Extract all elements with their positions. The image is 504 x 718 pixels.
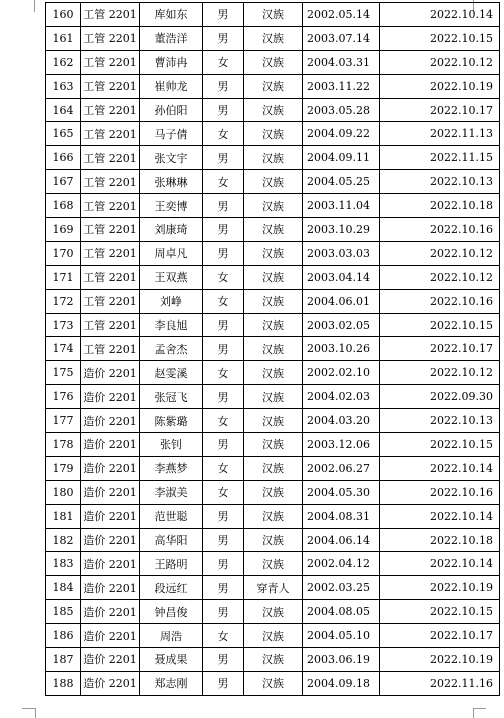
ethnicity-cell: 汉族 xyxy=(244,361,303,385)
ethnicity-cell: 汉族 xyxy=(244,648,303,672)
name-cell: 王双燕 xyxy=(140,265,203,289)
join-date-cell: 2022.09.30 xyxy=(380,385,500,409)
ethnicity-cell: 穿青人 xyxy=(244,576,303,600)
join-date-cell: 2022.10.18 xyxy=(380,194,500,218)
name-cell: 王路明 xyxy=(140,552,203,576)
ethnicity-cell: 汉族 xyxy=(244,671,303,695)
row-number-cell: 170 xyxy=(46,241,81,265)
ethnicity-cell: 汉族 xyxy=(244,385,303,409)
join-date-cell: 2022.10.14 xyxy=(380,552,500,576)
row-number-cell: 165 xyxy=(46,122,81,146)
row-number-cell: 174 xyxy=(46,337,81,361)
join-date-cell: 2022.10.16 xyxy=(380,480,500,504)
join-date-cell: 2022.10.12 xyxy=(380,241,500,265)
class-cell: 工管 2201 xyxy=(81,50,140,74)
table-row xyxy=(46,50,500,74)
class-cell: 造价 2201 xyxy=(81,576,140,600)
name-cell: 段远红 xyxy=(140,576,203,600)
gender-cell: 女 xyxy=(203,289,244,313)
ethnicity-cell: 汉族 xyxy=(244,456,303,480)
join-date-cell: 2022.10.19 xyxy=(380,576,500,600)
gender-cell: 女 xyxy=(203,456,244,480)
class-cell: 造价 2201 xyxy=(81,624,140,648)
join-date-cell: 2022.10.17 xyxy=(380,98,500,122)
ethnicity-cell: 汉族 xyxy=(244,26,303,50)
row-number-cell: 185 xyxy=(46,600,81,624)
birth-date-cell: 2004.09.18 xyxy=(303,671,380,695)
ethnicity-cell: 汉族 xyxy=(244,480,303,504)
class-cell: 工管 2201 xyxy=(81,74,140,98)
gender-cell: 男 xyxy=(203,385,244,409)
table-row xyxy=(46,313,500,337)
name-cell: 王奕博 xyxy=(140,194,203,218)
gender-cell: 女 xyxy=(203,170,244,194)
table-row xyxy=(46,552,500,576)
birth-date-cell: 2004.03.20 xyxy=(303,409,380,433)
gender-cell: 女 xyxy=(203,361,244,385)
join-date-cell: 2022.10.14 xyxy=(380,504,500,528)
class-cell: 工管 2201 xyxy=(81,26,140,50)
name-cell: 张钊 xyxy=(140,433,203,457)
gender-cell: 男 xyxy=(203,146,244,170)
row-number-cell: 173 xyxy=(46,313,81,337)
name-cell: 刘康琦 xyxy=(140,218,203,242)
row-number-cell: 175 xyxy=(46,361,81,385)
name-cell: 周卓凡 xyxy=(140,241,203,265)
birth-date-cell: 2002.02.10 xyxy=(303,361,380,385)
gender-cell: 男 xyxy=(203,600,244,624)
ethnicity-cell: 汉族 xyxy=(244,624,303,648)
table-row xyxy=(46,218,500,242)
student-roster-table xyxy=(45,2,500,696)
birth-date-cell: 2002.04.12 xyxy=(303,552,380,576)
join-date-cell: 2022.11.13 xyxy=(380,122,500,146)
row-number-cell: 179 xyxy=(46,456,81,480)
name-cell: 孙伯阳 xyxy=(140,98,203,122)
class-cell: 工管 2201 xyxy=(81,194,140,218)
gender-cell: 男 xyxy=(203,98,244,122)
gender-cell: 男 xyxy=(203,576,244,600)
gender-cell: 男 xyxy=(203,552,244,576)
gender-cell: 男 xyxy=(203,26,244,50)
join-date-cell: 2022.10.15 xyxy=(380,313,500,337)
birth-date-cell: 2004.03.31 xyxy=(303,50,380,74)
gender-cell: 男 xyxy=(203,648,244,672)
gender-cell: 男 xyxy=(203,241,244,265)
name-cell: 范世聪 xyxy=(140,504,203,528)
join-date-cell: 2022.10.16 xyxy=(380,218,500,242)
name-cell: 张琳琳 xyxy=(140,170,203,194)
birth-date-cell: 2003.04.14 xyxy=(303,265,380,289)
birth-date-cell: 2004.06.01 xyxy=(303,289,380,313)
gender-cell: 男 xyxy=(203,528,244,552)
join-date-cell: 2022.10.12 xyxy=(380,265,500,289)
table-row xyxy=(46,74,500,98)
birth-date-cell: 2003.05.28 xyxy=(303,98,380,122)
ethnicity-cell: 汉族 xyxy=(244,337,303,361)
class-cell: 工管 2201 xyxy=(81,122,140,146)
table-row xyxy=(46,337,500,361)
class-cell: 工管 2201 xyxy=(81,289,140,313)
ethnicity-cell: 汉族 xyxy=(244,313,303,337)
join-date-cell: 2022.10.12 xyxy=(380,50,500,74)
gender-cell: 男 xyxy=(203,218,244,242)
row-number-cell: 184 xyxy=(46,576,81,600)
join-date-cell: 2022.10.18 xyxy=(380,528,500,552)
row-number-cell: 188 xyxy=(46,671,81,695)
class-cell: 造价 2201 xyxy=(81,385,140,409)
class-cell: 工管 2201 xyxy=(81,170,140,194)
birth-date-cell: 2004.02.03 xyxy=(303,385,380,409)
join-date-cell: 2022.10.14 xyxy=(380,456,500,480)
ethnicity-cell: 汉族 xyxy=(244,170,303,194)
class-cell: 造价 2201 xyxy=(81,409,140,433)
class-cell: 造价 2201 xyxy=(81,504,140,528)
student-roster-body xyxy=(46,3,500,696)
class-cell: 工管 2201 xyxy=(81,146,140,170)
ethnicity-cell: 汉族 xyxy=(244,146,303,170)
join-date-cell: 2022.10.17 xyxy=(380,337,500,361)
row-number-cell: 163 xyxy=(46,74,81,98)
table-row xyxy=(46,194,500,218)
birth-date-cell: 2003.10.26 xyxy=(303,337,380,361)
class-cell: 工管 2201 xyxy=(81,241,140,265)
name-cell: 聂成果 xyxy=(140,648,203,672)
table-row xyxy=(46,504,500,528)
birth-date-cell: 2003.06.19 xyxy=(303,648,380,672)
ethnicity-cell: 汉族 xyxy=(244,433,303,457)
name-cell: 李燕梦 xyxy=(140,456,203,480)
birth-date-cell: 2004.09.22 xyxy=(303,122,380,146)
gender-cell: 男 xyxy=(203,504,244,528)
gender-cell: 男 xyxy=(203,3,244,27)
class-cell: 造价 2201 xyxy=(81,648,140,672)
gender-cell: 男 xyxy=(203,337,244,361)
join-date-cell: 2022.10.19 xyxy=(380,74,500,98)
join-date-cell: 2022.10.17 xyxy=(380,624,500,648)
ethnicity-cell: 汉族 xyxy=(244,218,303,242)
class-cell: 造价 2201 xyxy=(81,433,140,457)
name-cell: 张冠飞 xyxy=(140,385,203,409)
row-number-cell: 161 xyxy=(46,26,81,50)
join-date-cell: 2022.11.16 xyxy=(380,671,500,695)
name-cell: 马子倩 xyxy=(140,122,203,146)
birth-date-cell: 2004.05.25 xyxy=(303,170,380,194)
class-cell: 造价 2201 xyxy=(81,361,140,385)
ethnicity-cell: 汉族 xyxy=(244,528,303,552)
gender-cell: 男 xyxy=(203,313,244,337)
birth-date-cell: 2003.03.03 xyxy=(303,241,380,265)
table-row xyxy=(46,98,500,122)
class-cell: 工管 2201 xyxy=(81,98,140,122)
birth-date-cell: 2004.08.31 xyxy=(303,504,380,528)
ethnicity-cell: 汉族 xyxy=(244,409,303,433)
name-cell: 孟舍杰 xyxy=(140,337,203,361)
class-cell: 工管 2201 xyxy=(81,218,140,242)
name-cell: 李良旭 xyxy=(140,313,203,337)
birth-date-cell: 2004.05.10 xyxy=(303,624,380,648)
table-row xyxy=(46,361,500,385)
row-number-cell: 160 xyxy=(46,3,81,27)
row-number-cell: 181 xyxy=(46,504,81,528)
table-row xyxy=(46,456,500,480)
gender-cell: 男 xyxy=(203,433,244,457)
name-cell: 陈紫璐 xyxy=(140,409,203,433)
name-cell: 刘峥 xyxy=(140,289,203,313)
name-cell: 张文宇 xyxy=(140,146,203,170)
table-row xyxy=(46,289,500,313)
ethnicity-cell: 汉族 xyxy=(244,289,303,313)
birth-date-cell: 2003.07.14 xyxy=(303,26,380,50)
join-date-cell: 2022.10.15 xyxy=(380,26,500,50)
ethnicity-cell: 汉族 xyxy=(244,98,303,122)
birth-date-cell: 2003.02.05 xyxy=(303,313,380,337)
table-row xyxy=(46,170,500,194)
ethnicity-cell: 汉族 xyxy=(244,241,303,265)
name-cell: 崔帅龙 xyxy=(140,74,203,98)
birth-date-cell: 2003.11.04 xyxy=(303,194,380,218)
table-row xyxy=(46,624,500,648)
row-number-cell: 172 xyxy=(46,289,81,313)
row-number-cell: 164 xyxy=(46,98,81,122)
class-cell: 造价 2201 xyxy=(81,528,140,552)
class-cell: 造价 2201 xyxy=(81,552,140,576)
name-cell: 董浩洋 xyxy=(140,26,203,50)
ethnicity-cell: 汉族 xyxy=(244,600,303,624)
class-cell: 工管 2201 xyxy=(81,337,140,361)
table-row xyxy=(46,576,500,600)
gender-cell: 女 xyxy=(203,265,244,289)
name-cell: 郑志刚 xyxy=(140,671,203,695)
table-row xyxy=(46,409,500,433)
birth-date-cell: 2003.12.06 xyxy=(303,433,380,457)
row-number-cell: 187 xyxy=(46,648,81,672)
birth-date-cell: 2002.05.14 xyxy=(303,3,380,27)
join-date-cell: 2022.11.15 xyxy=(380,146,500,170)
birth-date-cell: 2004.06.14 xyxy=(303,528,380,552)
class-cell: 造价 2201 xyxy=(81,600,140,624)
row-number-cell: 168 xyxy=(46,194,81,218)
join-date-cell: 2022.10.13 xyxy=(380,409,500,433)
table-row xyxy=(46,671,500,695)
join-date-cell: 2022.10.14 xyxy=(380,3,500,27)
name-cell: 高华阳 xyxy=(140,528,203,552)
name-cell: 钟昌俊 xyxy=(140,600,203,624)
table-row xyxy=(46,265,500,289)
ethnicity-cell: 汉族 xyxy=(244,3,303,27)
row-number-cell: 183 xyxy=(46,552,81,576)
row-number-cell: 167 xyxy=(46,170,81,194)
ethnicity-cell: 汉族 xyxy=(244,122,303,146)
birth-date-cell: 2003.11.22 xyxy=(303,74,380,98)
row-number-cell: 176 xyxy=(46,385,81,409)
gender-cell: 女 xyxy=(203,409,244,433)
row-number-cell: 166 xyxy=(46,146,81,170)
join-date-cell: 2022.10.15 xyxy=(380,600,500,624)
name-cell: 曹沛冉 xyxy=(140,50,203,74)
birth-date-cell: 2004.05.30 xyxy=(303,480,380,504)
table-row xyxy=(46,433,500,457)
table-row xyxy=(46,600,500,624)
ethnicity-cell: 汉族 xyxy=(244,265,303,289)
join-date-cell: 2022.10.15 xyxy=(380,433,500,457)
table-row xyxy=(46,3,500,27)
table-row xyxy=(46,480,500,504)
page-corner-mark-top-left xyxy=(22,0,35,12)
class-cell: 工管 2201 xyxy=(81,313,140,337)
join-date-cell: 2022.10.16 xyxy=(380,289,500,313)
ethnicity-cell: 汉族 xyxy=(244,552,303,576)
ethnicity-cell: 汉族 xyxy=(244,194,303,218)
name-cell: 李淑美 xyxy=(140,480,203,504)
name-cell: 周浩 xyxy=(140,624,203,648)
class-cell: 造价 2201 xyxy=(81,671,140,695)
ethnicity-cell: 汉族 xyxy=(244,74,303,98)
ethnicity-cell: 汉族 xyxy=(244,50,303,74)
gender-cell: 女 xyxy=(203,480,244,504)
ethnicity-cell: 汉族 xyxy=(244,504,303,528)
table-row xyxy=(46,241,500,265)
row-number-cell: 180 xyxy=(46,480,81,504)
table-row xyxy=(46,528,500,552)
birth-date-cell: 2004.09.11 xyxy=(303,146,380,170)
gender-cell: 男 xyxy=(203,671,244,695)
row-number-cell: 162 xyxy=(46,50,81,74)
table-row xyxy=(46,146,500,170)
join-date-cell: 2022.10.13 xyxy=(380,170,500,194)
name-cell: 库如东 xyxy=(140,3,203,27)
row-number-cell: 177 xyxy=(46,409,81,433)
birth-date-cell: 2002.03.25 xyxy=(303,576,380,600)
row-number-cell: 186 xyxy=(46,624,81,648)
gender-cell: 女 xyxy=(203,50,244,74)
table-row xyxy=(46,122,500,146)
row-number-cell: 182 xyxy=(46,528,81,552)
class-cell: 造价 2201 xyxy=(81,480,140,504)
birth-date-cell: 2004.08.05 xyxy=(303,600,380,624)
class-cell: 造价 2201 xyxy=(81,456,140,480)
birth-date-cell: 2002.06.27 xyxy=(303,456,380,480)
class-cell: 工管 2201 xyxy=(81,265,140,289)
class-cell: 工管 2201 xyxy=(81,3,140,27)
gender-cell: 男 xyxy=(203,194,244,218)
row-number-cell: 178 xyxy=(46,433,81,457)
gender-cell: 男 xyxy=(203,74,244,98)
birth-date-cell: 2003.10.29 xyxy=(303,218,380,242)
gender-cell: 女 xyxy=(203,624,244,648)
join-date-cell: 2022.10.19 xyxy=(380,648,500,672)
join-date-cell: 2022.10.12 xyxy=(380,361,500,385)
table-row xyxy=(46,385,500,409)
row-number-cell: 171 xyxy=(46,265,81,289)
table-row xyxy=(46,648,500,672)
name-cell: 赵雯溪 xyxy=(140,361,203,385)
gender-cell: 女 xyxy=(203,122,244,146)
table-row xyxy=(46,26,500,50)
row-number-cell: 169 xyxy=(46,218,81,242)
